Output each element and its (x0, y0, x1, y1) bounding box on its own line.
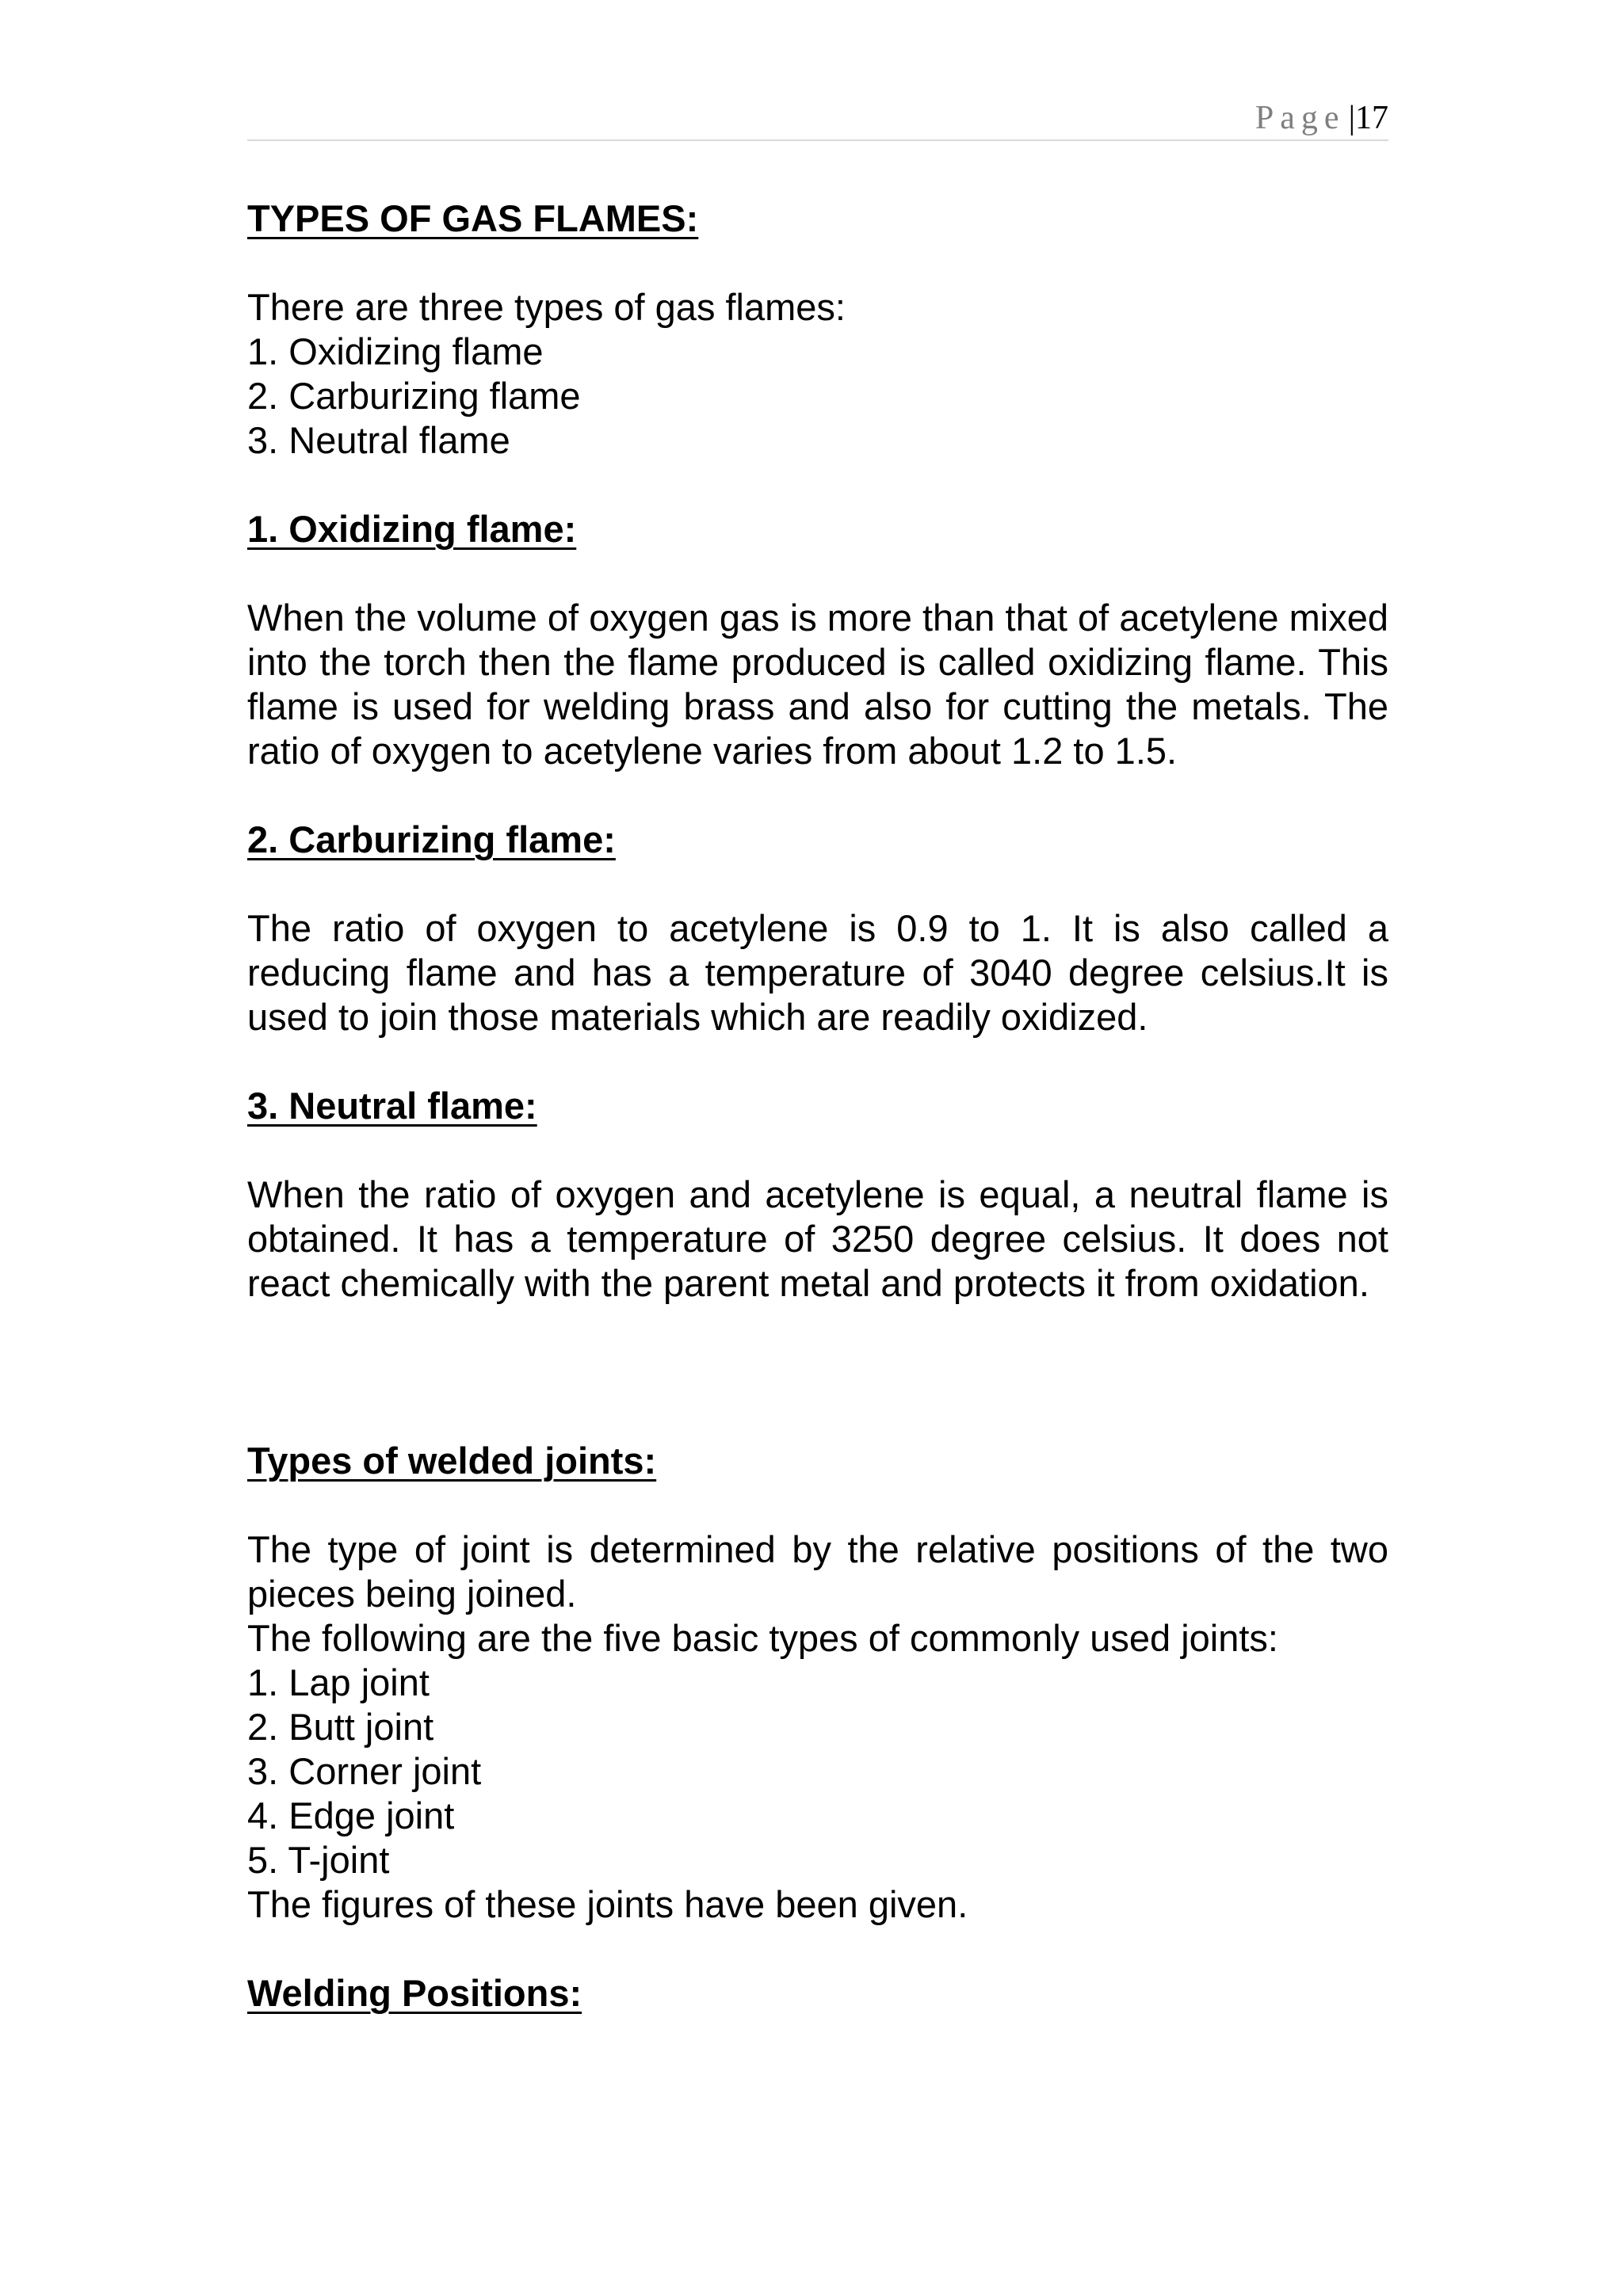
spacer (247, 1483, 1388, 1527)
list-item: 2. Butt joint (247, 1706, 434, 1748)
spacer (247, 463, 1388, 507)
section-heading-welded-joints: Types of welded joints: (247, 1440, 657, 1482)
spacer (247, 1128, 1388, 1173)
section-heading-neutral: 3. Neutral flame: (247, 1085, 537, 1127)
document-body (247, 196, 1388, 2016)
list-item: 2. Carburizing flame (247, 375, 581, 417)
page-separator: | (1348, 100, 1355, 136)
spacer (247, 773, 1388, 818)
list-item: 4. Edge joint (247, 1794, 455, 1836)
welded-joints-intro: The following are the five basic types of commonly used joints: (247, 1617, 1278, 1659)
list-item: 1. Lap joint (247, 1661, 430, 1703)
page-number (1255, 101, 1388, 135)
page-number-value: 17 (1355, 100, 1388, 136)
welded-joints-paragraph: The type of joint is determined by the relative positions of the two pieces being joined. (247, 1528, 1388, 1615)
spacer (247, 1306, 1388, 1439)
section-heading-welding-positions: Welding Positions: (247, 1972, 582, 2014)
section-heading-oxidizing: 1. Oxidizing flame: (247, 508, 577, 550)
section-heading-gas-flames: TYPES OF GAS FLAMES: (247, 197, 699, 239)
spacer (247, 862, 1388, 906)
list-item: 5. T-joint (247, 1839, 390, 1881)
list-item: 1. Oxidizing flame (247, 330, 544, 372)
welded-joints-outro: The figures of these joints have been given. (247, 1883, 968, 1925)
gas-flames-intro: There are three types of gas flames: (247, 286, 846, 328)
page-label: Page (1254, 100, 1346, 136)
page-header (247, 95, 1388, 141)
spacer (247, 1927, 1388, 1971)
oxidizing-paragraph: When the volume of oxygen gas is more than that of acetylene mixed into the torch then the flame produced is called oxidizing flame. This flame is used for welding brass and also for cutting the metals. The ratio of oxygen to acetylene varies from about 1.2 to 1.5. (247, 597, 1388, 772)
list-item: 3. Neutral flame (247, 419, 510, 461)
list-item: 3. Corner joint (247, 1750, 482, 1792)
neutral-paragraph: When the ratio of oxygen and acetylene is equal, a neutral flame is obtained. It has a temperature of 3250 degree celsius. It does not react chemically with the parent metal and protects it from oxidation. (247, 1173, 1388, 1304)
spacer (247, 1039, 1388, 1084)
spacer (247, 551, 1388, 596)
section-heading-carburizing: 2. Carburizing flame: (247, 818, 616, 860)
carburizing-paragraph: The ratio of oxygen to acetylene is 0.9 to 1. It is also called a reducing flame and has a temperature of 3040 degree celsius.It is used to join those materials which are readily oxidized. (247, 907, 1388, 1038)
spacer (247, 241, 1388, 285)
